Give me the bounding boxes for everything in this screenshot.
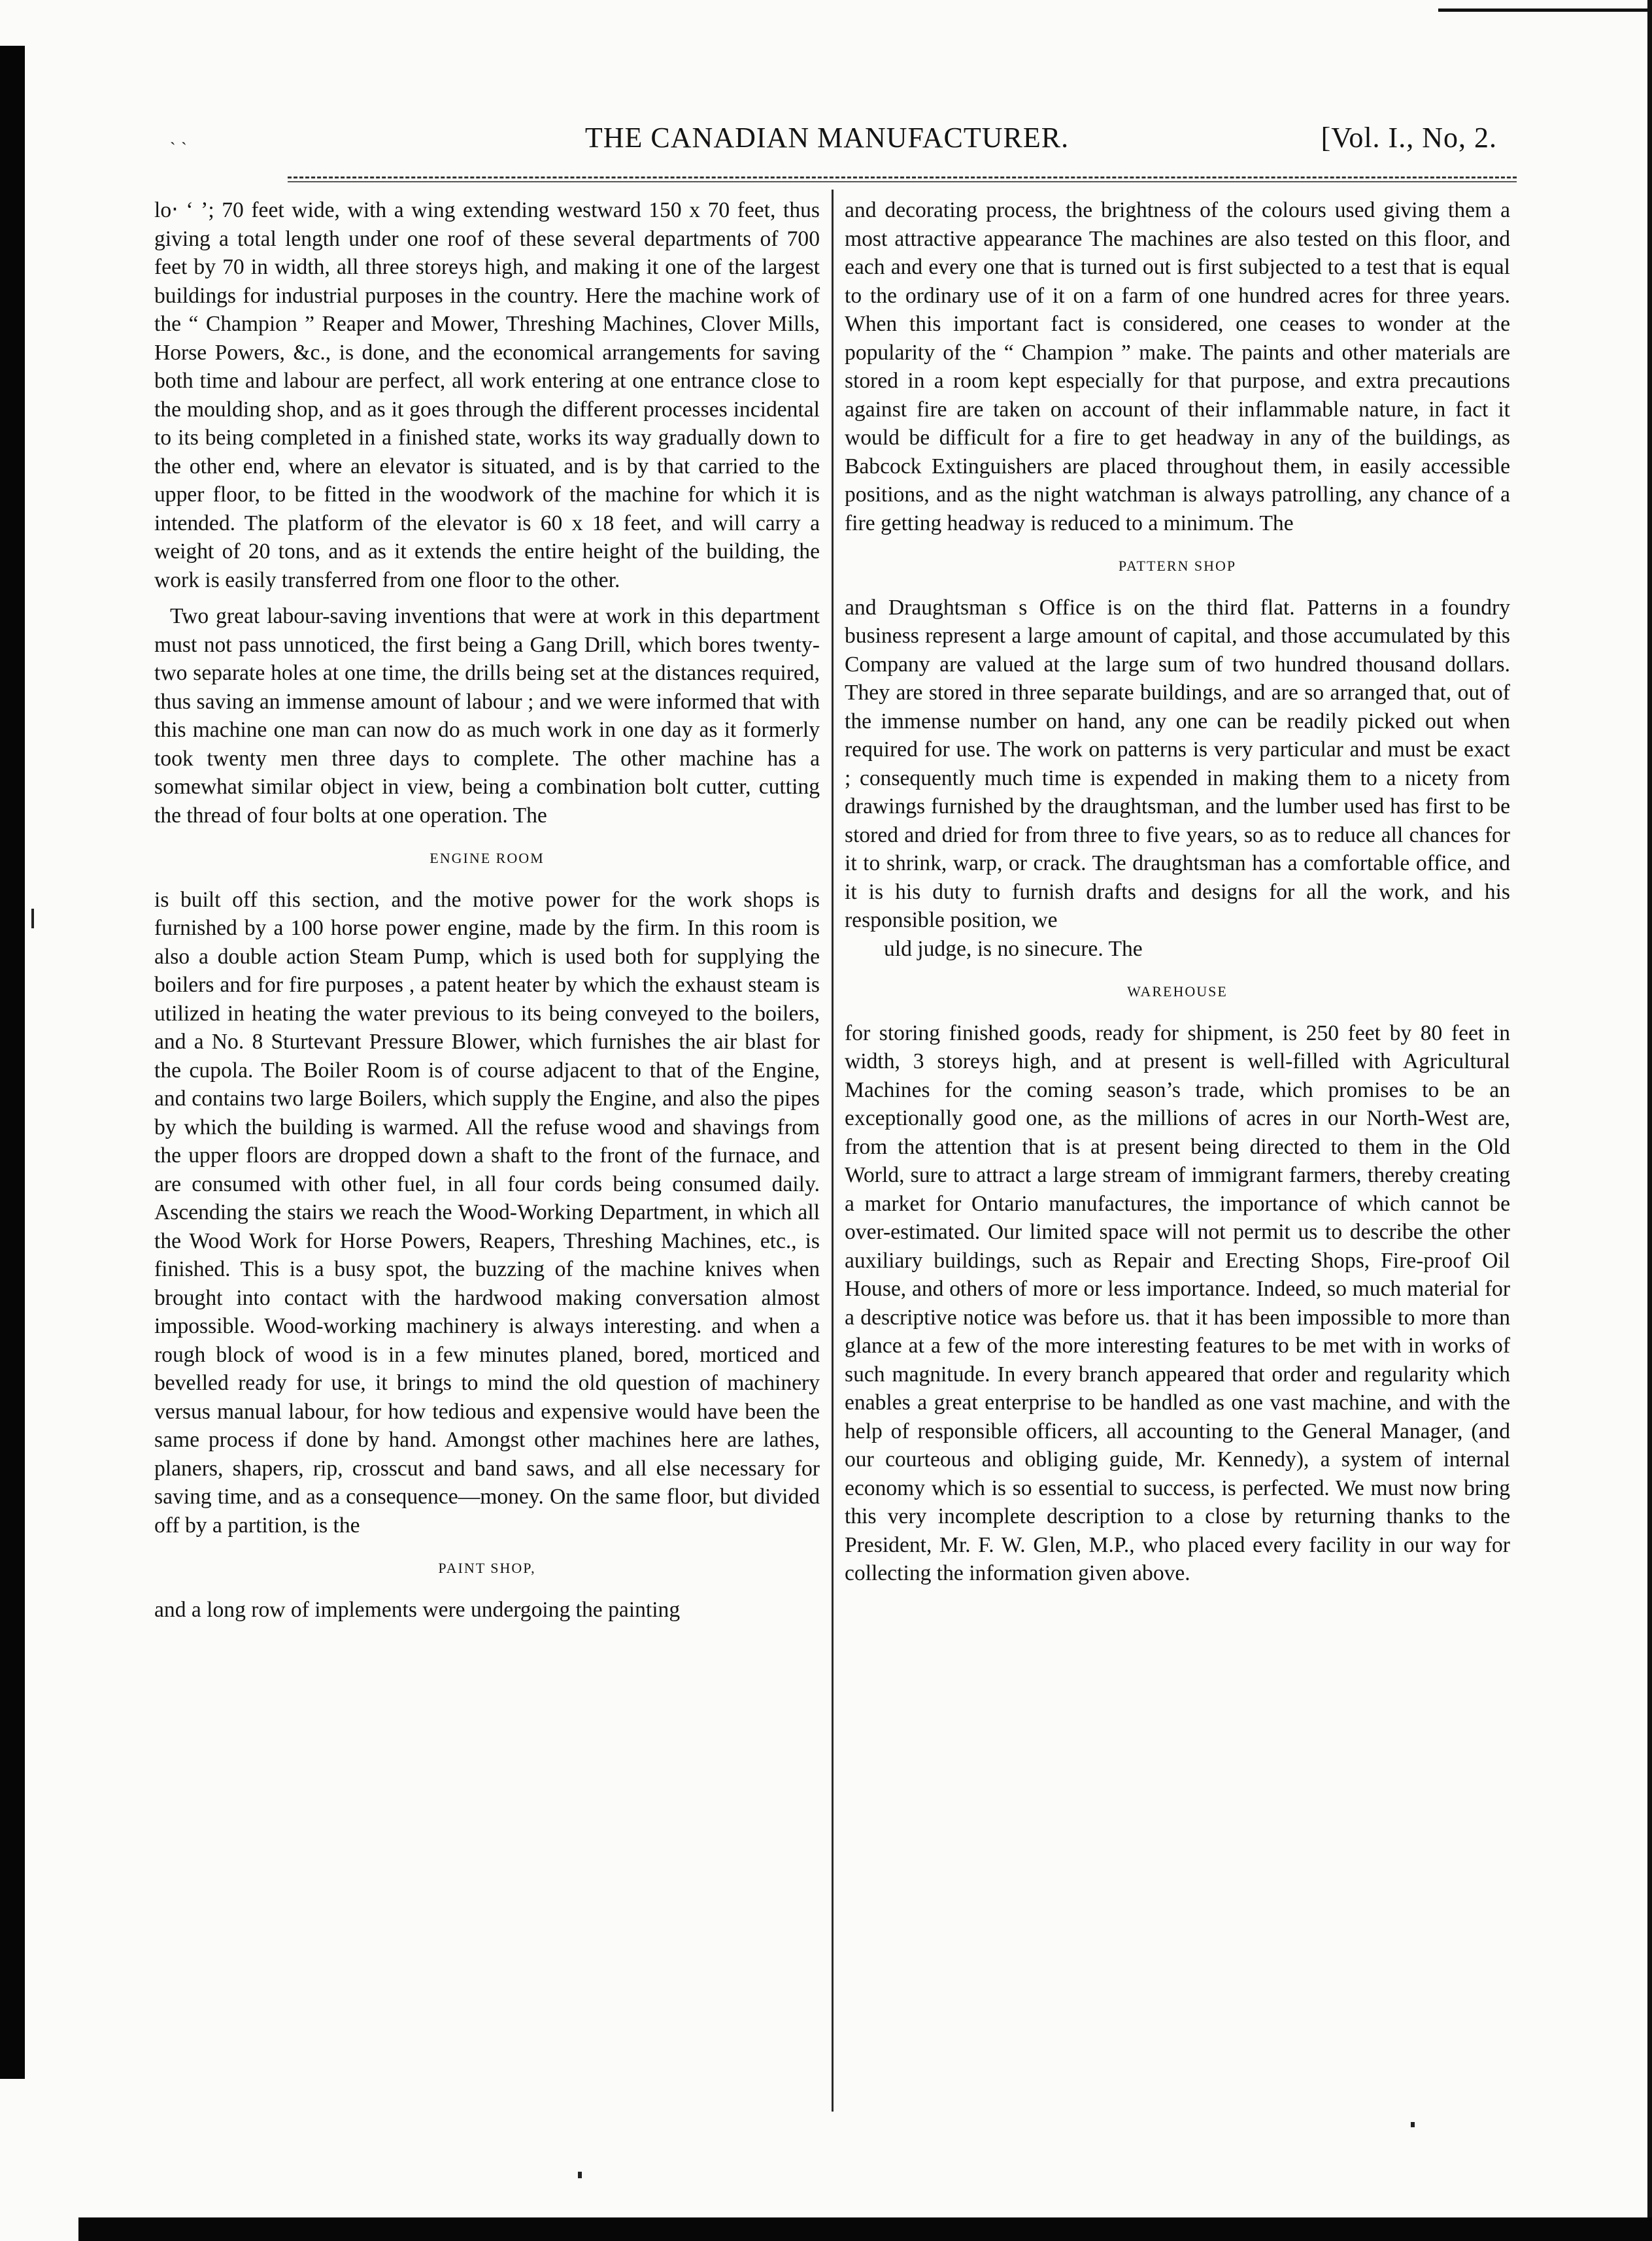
scan-border-top xyxy=(1438,0,1652,12)
header-rule xyxy=(288,177,1517,178)
section-heading-engine-room: ENGINE ROOM xyxy=(430,850,545,866)
running-head xyxy=(157,121,1497,167)
left-column xyxy=(154,196,820,1624)
body-paragraph: uld judge, is no sinecure. The xyxy=(884,936,1143,961)
scan-border-right xyxy=(1647,0,1652,2241)
running-head-marks: ˎ ˎ xyxy=(170,126,188,145)
section-heading-pattern-shop: PATTERN SHOP xyxy=(1118,558,1237,574)
body-paragraph: and Draughtsman s Office is on the third flat. Patterns in a foundry business represent a large amount of capital, and those accumulated by this Company are valued at the large sum of two hundred thousand dollars. They are stored in three separate buildings, and are so arranged that, out of the immense number on hand, any one can be readily picked out when required for use. The work on patterns is very particular and must be exact ; consequently much time is expended in making them to a nicety from drawings furnished by the draughtsman, and the lumber used has first to be stored and dried for from three to five years, so as to reduce all chances for it to shrink, warp, or crack. The draughtsman has a comfortable office, and it is his duty to furnish drafts and designs for all the work, and his responsible position, we xyxy=(845,595,1510,932)
scan-border-bottom xyxy=(78,2217,1652,2241)
section-heading-warehouse: WAREHOUSE xyxy=(1127,983,1228,1000)
body-paragraph: and decorating process, the brightness of the colours used giving them a most attractive appearance The machines are also tested on this floor, and each and every one that is turned out is first subjected to a test that is equal to the ordinary use of it on a farm of one hundred acres for three years. When this important fact is considered, one ceases to wonder at the popularity of the “ Champion ” make. The paints and other materials are stored in a room kept especially for that purpose, and extra precautions against fire are taken on account of their inflammable nature, in fact it would be difficult for a fire to get headway in any of the buildings, as Babcock Extinguishers are placed throughout them, in easily accessible positions, and as the night watchman is always patrolling, any chance of a fire getting headway is reduced to a minimum. The xyxy=(845,198,1510,535)
page-title: THE CANADIAN MANUFACTURER. xyxy=(584,122,1070,154)
column-rule xyxy=(832,190,834,2112)
scan-border-left xyxy=(0,46,25,2079)
stray-ink-mark xyxy=(31,909,34,928)
body-paragraph: Two great labour-saving inventions that were at work in this department must not pass unnoticed, the first being a Gang Drill, which bores twenty-two separate holes at one time, the drills being set at the distances required, thus saving an immense amount of labour ; and we were informed that with this machine one man can now do as much work in one day as it formerly took twenty men three days to complete. The other machine has a somewhat similar object in view, being a combination bolt cutter, cutting the thread of four bolts at one operation. The xyxy=(154,604,820,828)
right-column xyxy=(845,196,1510,1588)
body-paragraph: lo‧ ‘ ʼ; 70 feet wide, with a wing extending westward 150 x 70 feet, thus giving a total length under one roof of these several departments of 700 feet by 70 in width, all three storeys high, and making it one of the largest buildings for industrial purposes in the country. Here the machine work of the “ Champion ” Reaper and Mower, Threshing Machines, Clover Mills, Horse Powers, &c., is done, and the economical arrangements for saving both time and labour are perfect, all work entering at one entrance close to the moulding shop, and as it goes through the different processes incidental to its being completed in a finished state, works its way gradually down to the other end, where an elevator is situated, and is by that carried to the upper floor, to be fitted in the woodwork of the machine for which it is intended. The platform of the elevator is 60 x 18 feet, and will carry a weight of 20 tons, and as it extends the entire height of the building, the work is easily transferred from one floor to the other. xyxy=(154,198,820,592)
section-heading-paint-shop: PAINT SHOP, xyxy=(438,1560,536,1576)
stray-ink-mark xyxy=(1411,2122,1415,2127)
body-paragraph: for storing finished goods, ready for shipment, is 250 feet by 80 feet in width, 3 storeys high, and at present is well-filled with Agricultural Machines for the coming season’s trade, which promises to be an exceptionally good one, as the millions of acres in our North-West are, from the attention that is at present being directed to them in the Old World, sure to attract a large stream of immigrant farmers, thereby creating a market for Ontario manufactures, the importance of which cannot be over-estimated. Our limited space will not permit us to describe the other auxiliary buildings, such as Repair and Erecting Shops, Fire-proof Oil House, and others of more or less importance. Indeed, so much material for a descriptive notice was before us. that it has been impossible to more than glance at a few of the more interesting features to be met with in works of such magnitude. In every branch appeared that order and regularity which enables a great enterprise to be handled as one vast machine, and with the help of responsible officers, all accounting to the General Manager, (and our courteous and obliging guide, Mr. Kennedy), a system of internal economy which is so essential to success, is perfected. We must now bring this very incomplete description to a close by returning thanks to the President, Mr. F. W. Glen, M.P., who placed every facility in our way for collecting the information given above. xyxy=(845,1020,1510,1585)
volume-number: [Vol. I., No, 2. xyxy=(1321,122,1497,154)
body-paragraph: is built off this section, and the motive power for the work shops is furnished by a 100 horse power engine, made by the firm. In this room is also a double action Steam Pump, which is used both for supplying the boilers and for fire purposes , a patent heater by which the exhaust steam is utilized in heating the water previous to its being conveyed to the boilers, and a No. 8 Sturtevant Pressure Blower, which furnishes the air blast for the cupola. The Boiler Room is of course adjacent to that of the Engine, and contains two large Boilers, which supply the Engine, and also the pipes by which the building is warmed. All the refuse wood and shavings from the upper floors are dropped down a shaft to the front of the furnace, and are consumed with other fuel, in all four cords being consumed daily. Ascending the stairs we reach the Wood-Working Department, in which all the Wood Work for Horse Powers, Reapers, Threshing Machines, etc., is finished. This is a busy spot, the buzzing of the machine knives when brought into contact with the hardwood making conversation almost impossible. Wood-working machinery is always interesting. and when a rough block of wood is in a few minutes planed, bored, morticed and bevelled ready for use, it brings to mind the old question of machinery versus manual labour, for how tedious and expensive would have been the same process if done by hand. Amongst other machines here are lathes, planers, shapers, rip, crosscut and band saws, and all else necessary for saving time, and as a consequence—money. On the same floor, but divided off by a partition, is the xyxy=(154,887,820,1538)
stray-ink-mark xyxy=(578,2172,582,2178)
header-rule xyxy=(288,181,1517,182)
body-paragraph: and a long row of implements were undergoing the painting xyxy=(154,1597,681,1622)
